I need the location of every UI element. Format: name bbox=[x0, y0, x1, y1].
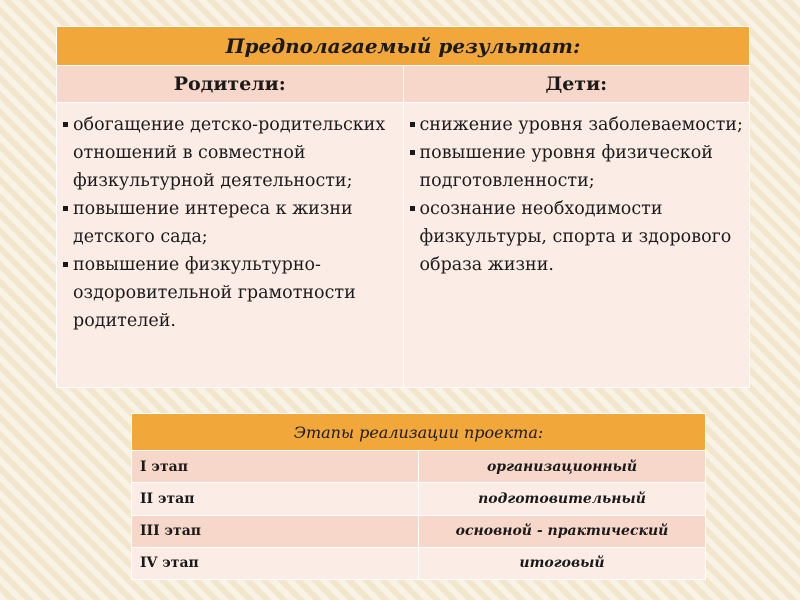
list-item: повышение интереса к жизни детского сада; bbox=[63, 195, 397, 251]
children-header: Дети: bbox=[403, 66, 750, 103]
list-item: повышение физкультурно-оздоровительной грамотности родителей. bbox=[63, 251, 397, 335]
stage-name: организационный bbox=[419, 451, 706, 483]
expected-result-table bbox=[56, 26, 750, 388]
table-row bbox=[132, 547, 706, 579]
parents-header: Родители: bbox=[57, 66, 404, 103]
stage-label: II этап bbox=[132, 483, 419, 515]
table-row bbox=[132, 483, 706, 515]
list-item: повышение уровня физической подготовленности; bbox=[410, 139, 744, 195]
expected-result-title: Предполагаемый результат: bbox=[57, 27, 750, 66]
stage-label: I этап bbox=[132, 451, 419, 483]
parents-list bbox=[57, 103, 403, 335]
stage-name: основной - практический bbox=[419, 515, 706, 547]
stage-label: III этап bbox=[132, 515, 419, 547]
parents-cell bbox=[57, 103, 404, 388]
stage-name: итоговый bbox=[419, 547, 706, 579]
children-list bbox=[404, 103, 750, 279]
table-row bbox=[132, 451, 706, 483]
children-cell bbox=[403, 103, 750, 388]
list-item: осознание необходимости физкультуры, спорта и здорового образа жизни. bbox=[410, 195, 744, 279]
stage-name: подготовительный bbox=[419, 483, 706, 515]
project-stages-table bbox=[131, 413, 706, 580]
stage-label: IV этап bbox=[132, 547, 419, 579]
list-item: обогащение детско-родительских отношений в совместной физкультурной деятельности; bbox=[63, 111, 397, 195]
list-item: снижение уровня заболеваемости; bbox=[410, 111, 744, 139]
project-stages-title: Этапы реализации проекта: bbox=[132, 414, 706, 451]
table-row bbox=[132, 515, 706, 547]
